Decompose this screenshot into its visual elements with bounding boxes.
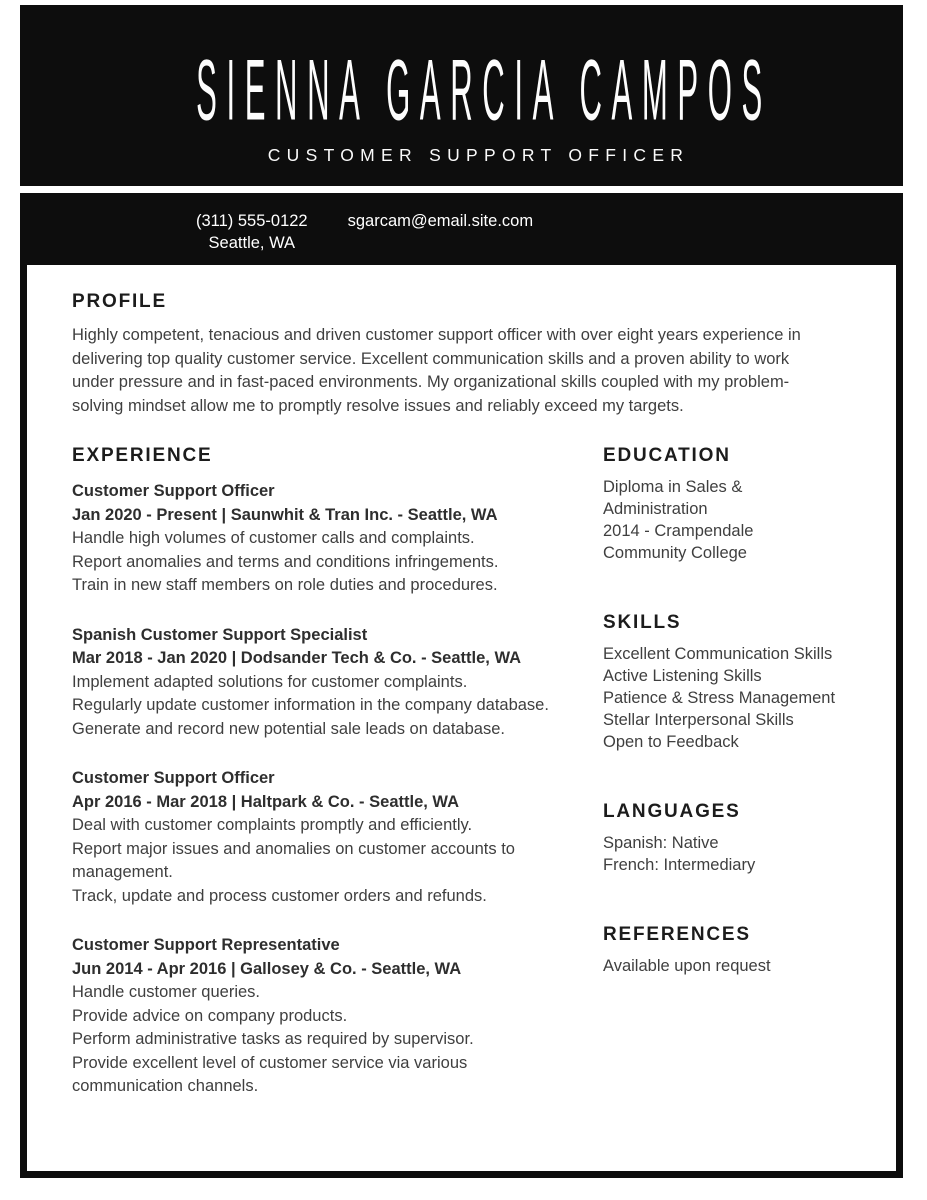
education-section (603, 445, 856, 564)
skill-line: Stellar Interpersonal Skills (603, 711, 794, 729)
profile-text: Highly competent, tenacious and driven customer support officer with over eight years experience in delivering top quality customer service. Excellent communication skills and a proven ability to work under pressure and in fast-paced environments. My organizational skills coupled with my problem-solving mindset allow me to promptly resolve issues and reliably exceed my targets. (72, 326, 801, 415)
sidebar-column (603, 445, 856, 1125)
job-duties (72, 671, 577, 742)
language-line: French: Intermediary (603, 856, 756, 874)
experience-heading: EXPERIENCE (72, 445, 213, 466)
skill-line: Patience & Stress Management (603, 689, 836, 707)
job-duty-line: Handle customer queries. (72, 983, 261, 1001)
job-title: Spanish Customer Support Specialist (72, 625, 368, 644)
job-duty-line: Provide excellent level of customer service via various communication channels. (72, 1053, 468, 1095)
languages-items (603, 832, 856, 876)
job-duty-line: Report major issues and anomalies on customer accounts to management. (72, 839, 515, 881)
email-address: sgarcam@email.site.com (347, 212, 534, 230)
job-duties (72, 981, 577, 1099)
job-duty-line: Report anomalies and terms and conditions infringements. (72, 552, 499, 571)
job-entry (72, 934, 577, 1099)
references-items (603, 955, 856, 977)
job-duty-line: Perform administrative tasks as required by supervisor. (72, 1030, 474, 1048)
phone-number: (311) 555-0122 (196, 212, 308, 230)
skills-items (603, 643, 856, 753)
languages-heading: LANGUAGES (603, 801, 741, 822)
references-section (603, 924, 856, 977)
location: Seattle, WA (208, 234, 296, 252)
job-duty-line: Provide advice on company products. (72, 1006, 348, 1025)
job-entry (72, 624, 577, 742)
job-duty-line: Deal with customer complaints promptly and efficiently. (72, 816, 473, 834)
experience-column (72, 445, 577, 1125)
education-line: Diploma in Sales & (603, 478, 743, 496)
job-title: Customer Support Officer (72, 482, 275, 500)
contact-bar (20, 193, 903, 265)
education-line: Community College (603, 544, 747, 562)
profile-section (72, 291, 856, 418)
skill-line: Open to Feedback (603, 733, 739, 751)
job-list (72, 480, 577, 1099)
education-line: 2014 - Crampendale (603, 522, 754, 540)
person-job-title: CUSTOMER SUPPORT OFFICER (267, 145, 690, 165)
education-items (603, 476, 856, 564)
job-entry (72, 480, 577, 598)
contact-info (196, 210, 533, 254)
languages-section (603, 801, 856, 876)
job-dates-company: Apr 2016 - Mar 2018 | Haltpark & Co. - Seattle, WA (72, 792, 459, 811)
profile-heading: PROFILE (72, 291, 167, 312)
job-duty-line: Track, update and process customer orders and refunds. (72, 886, 487, 905)
job-dates-company: Jan 2020 - Present | Saunwhit & Tran Inc. - Seattle, WA (72, 505, 498, 524)
job-duty-line: Handle high volumes of customer calls and complaints. (72, 529, 475, 547)
phone-location-column (196, 210, 308, 254)
skill-line: Active Listening Skills (603, 667, 762, 685)
name-header (20, 5, 903, 186)
main-box (20, 193, 903, 1178)
skills-heading: SKILLS (603, 612, 682, 633)
job-title: Customer Support Representative (72, 936, 340, 954)
job-duty-line: Regularly update customer information in the company database. (72, 696, 549, 714)
job-duty-line: Generate and record new potential sale leads on database. (72, 719, 505, 738)
content-area (27, 265, 896, 1171)
skill-line: Excellent Communication Skills (603, 645, 833, 663)
education-heading: EDUCATION (603, 445, 731, 466)
job-dates-company: Mar 2018 - Jan 2020 | Dodsander Tech & Co. - Seattle, WA (72, 649, 522, 667)
two-column-layout (72, 445, 856, 1125)
language-line: Spanish: Native (603, 834, 719, 852)
job-title: Customer Support Officer (72, 769, 275, 787)
person-name: SIENNA GARCIA CAMPOS (195, 41, 772, 139)
job-duty-line: Train in new staff members on role duties and procedures. (72, 576, 498, 594)
job-duties (72, 527, 577, 598)
skills-section (603, 612, 856, 753)
references-heading: REFERENCES (603, 924, 751, 945)
reference-line: Available upon request (603, 957, 771, 975)
job-dates-company: Jun 2014 - Apr 2016 | Gallosey & Co. - Seattle, WA (72, 959, 462, 978)
education-line: Administration (603, 500, 708, 518)
job-duties (72, 814, 577, 908)
job-duty-line: Implement adapted solutions for customer complaints. (72, 672, 468, 691)
job-entry (72, 767, 577, 908)
